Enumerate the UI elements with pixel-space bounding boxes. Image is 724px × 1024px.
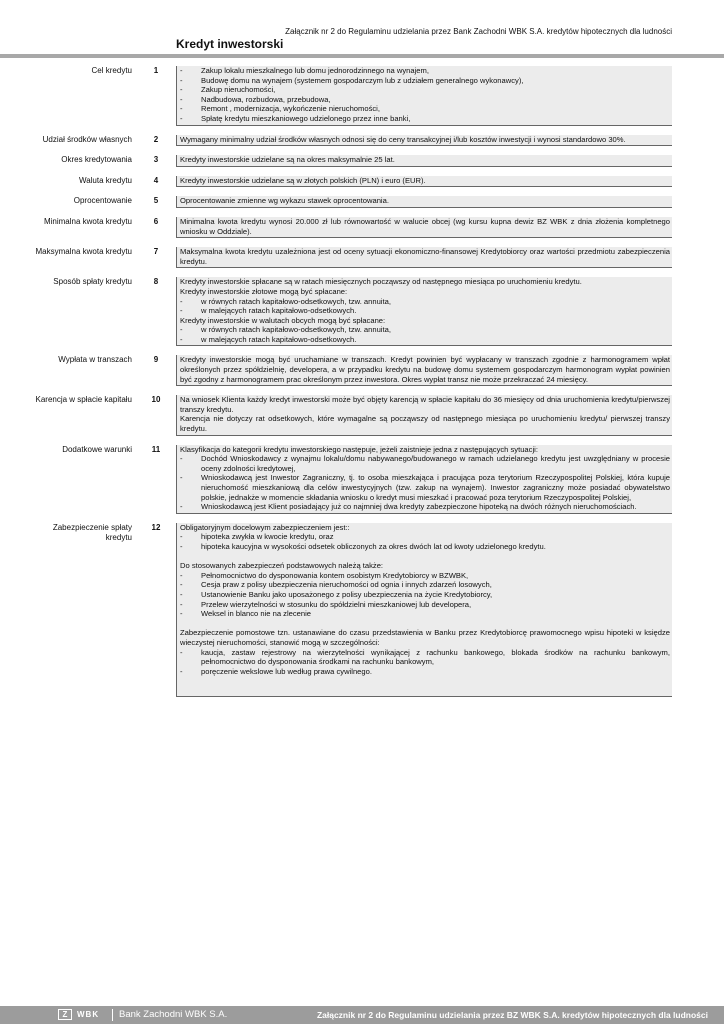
table-row <box>0 135 724 147</box>
paragraph: Wymagany minimalny udział środków własnych odnosi się do ceny transakcyjnej i/lub kosztów inwestycji i wynosi standardowo 30%. <box>180 134 626 144</box>
dash-bullet: - <box>180 85 183 95</box>
bullet-item <box>180 325 670 335</box>
bullet-text: w malejących ratach kapitałowo-odsetkowych. <box>201 306 357 316</box>
bullet-item <box>180 532 670 542</box>
row-content <box>176 247 672 268</box>
table-row <box>0 196 724 208</box>
table-row <box>0 523 724 698</box>
table-row <box>0 155 724 167</box>
paragraph: Karencja nie dotyczy rat odsetkowych, które wymagalne są począwszy od następnego miesiąca po uruchomieniu kredytu/ pierwszej transzy kredytu. <box>180 414 670 434</box>
bullet-item <box>180 66 670 76</box>
dash-bullet: - <box>180 306 183 316</box>
bullet-text: Ustanowienie Banku jako uposażonego z polisy ubezpieczenia na życie Kredytobiorcy, <box>201 589 493 599</box>
bullet-item <box>180 590 670 600</box>
row-number: 3 <box>153 155 159 165</box>
row-label: Sposób spłaty kredytu <box>53 277 132 287</box>
paragraph: Kredyty inwestorskie w walutach obcych mogą być spłacane: <box>180 315 386 325</box>
row-content <box>176 176 672 188</box>
bullet-text: Pełnomocnictwo do dysponowania kontem osobistym Kredytobiorcy w BZWBK, <box>201 570 469 580</box>
bullet-text: Przelew wierzytelności w stosunku do spółdzielni mieszkaniowej lub developera, <box>201 599 472 609</box>
bullet-text: poręczenie wekslowe lub według prawa cywilnego. <box>201 666 372 676</box>
bullet-text: Nadbudowa, rozbudowa, przebudowa, <box>201 94 331 104</box>
row-content <box>176 445 672 514</box>
bullet-text: Wnioskodawcą jest Inwestor Zagraniczny, tj. to osoba mieszkająca i pracująca poza terytorium Rzeczypospolitej Polskiej, która kupuje nieruchomość mieszkaniową dla celów inwestycyjnych (tzw. zakup na wynajem). Inwestor zagraniczny może posiadać obywatelstwo polskie, jednakże w momencie składania wniosku o kredyt musi mieszkać i pracować poza terytorium Rzeczypospolitej Polskiej, <box>201 473 670 502</box>
table-row <box>0 395 724 435</box>
bullet-item <box>180 609 670 619</box>
header-divider <box>0 54 724 58</box>
bullet-item <box>180 600 670 610</box>
dash-bullet: - <box>180 532 183 542</box>
terms-table <box>0 66 724 706</box>
bullet-text: kaucja, zastaw rejestrowy na wierzytelności wynikającej z rachunku bankowego, blokada środków na rachunku bankowym, pełnomocnictwo do dysponowania środkami na rachunku bankowym, <box>201 647 670 667</box>
row-label: Cel kredytu <box>91 66 132 75</box>
row-label: Dodatkowe warunki <box>62 444 132 454</box>
footer-divider <box>112 1009 113 1021</box>
bullet-item <box>180 473 670 502</box>
bullet-item <box>180 580 670 590</box>
row-number: 5 <box>153 196 159 206</box>
dash-bullet: - <box>180 334 183 344</box>
table-row <box>0 66 724 126</box>
row-label: Waluta kredytu <box>78 175 132 185</box>
bullet-text: w malejących ratach kapitałowo-odsetkowych. <box>201 334 357 344</box>
bullet-text: Weksel in blanco nie na zlecenie <box>201 609 312 619</box>
paragraph: Kredyty inwestorskie udzielane są na okres maksymalnie 25 lat. <box>180 155 395 165</box>
row-label: Minimalna kwota kredytu <box>43 216 132 226</box>
table-row <box>0 277 724 346</box>
row-content <box>176 135 672 147</box>
bank-logo-text: WBK <box>77 1010 100 1019</box>
footer-bank-name: Bank Zachodni WBK S.A. <box>119 1009 228 1020</box>
paragraph: Kredyty inwestorskie udzielane są w złotych polskich (PLN) i euro (EUR). <box>180 175 426 185</box>
dash-bullet: - <box>180 589 183 599</box>
bullet-item <box>180 667 670 677</box>
dash-bullet: - <box>180 66 183 75</box>
footer <box>0 1006 724 1024</box>
bullet-item <box>180 76 670 86</box>
row-content <box>176 155 672 167</box>
paragraph: Zabezpieczenie pomostowe tzn. ustanawiane do czasu przedstawienia w Banku przez Kredytobiorcę prawomocnego wpisu hipoteki w księdze wieczystej nieruchomości, stanowić mogą w szczególności: <box>180 628 670 647</box>
row-label: Karencja w spłacie kapitału <box>35 395 132 405</box>
bullet-item <box>180 454 670 473</box>
bullet-text: w równych ratach kapitałowo-odsetkowych, tzw. annuita, <box>201 296 391 306</box>
dash-bullet: - <box>180 502 183 512</box>
table-row <box>0 247 724 268</box>
row-number: 4 <box>153 175 159 185</box>
header-note: Załącznik nr 2 do Regulaminu udzielania przez Bank Zachodni WBK S.A. kredytów hipotecznych dla ludności <box>285 27 672 36</box>
row-label: Zabezpieczenie spłaty kredytu <box>52 522 132 542</box>
row-content <box>176 355 672 386</box>
row-content <box>176 66 672 126</box>
bullet-item <box>180 542 670 552</box>
paragraph: Klasyfikacja do kategorii kredytu inwestorskiego następuje, jeżeli zaistnieje jedna z następujących sytuacji: <box>180 444 538 454</box>
bullet-item <box>180 297 670 307</box>
dash-bullet: - <box>180 75 183 85</box>
footer-note: Załącznik nr 2 do Regulaminu udzielania przez BZ WBK S.A. kredytów hipotecznych dla ludności <box>316 1010 708 1020</box>
dash-bullet: - <box>180 609 183 619</box>
row-number: 1 <box>153 66 159 75</box>
row-label: Udział środków własnych <box>42 134 132 144</box>
page-title: Kredyt inwestorski <box>176 37 284 51</box>
table-row <box>0 217 724 238</box>
paragraph: Minimalna kwota kredytu wynosi 20.000 zł lub równowartość w walucie obcej (wg kursu kupna dewiz BZ WBK z dnia złożenia kompletnego wniosku w Oddziale). <box>180 216 670 236</box>
table-row <box>0 355 724 386</box>
row-content <box>176 277 672 346</box>
dash-bullet: - <box>180 325 183 335</box>
paragraph: Kredyty inwestorskie złotowe mogą być spłacane: <box>180 286 348 296</box>
dash-bullet: - <box>180 473 183 483</box>
bullet-text: hipoteka zwykła w kwocie kredytu, oraz <box>201 532 334 542</box>
row-label: Maksymalna kwota kredytu <box>35 247 132 257</box>
bullet-item <box>180 95 670 105</box>
bank-logo-icon: Z <box>58 1009 72 1020</box>
bullet-text: Budowę domu na wynajem (systemem gospodarczym lub z udziałem generalnego wykonawcy), <box>201 75 524 85</box>
row-number: 6 <box>153 216 159 226</box>
paragraph: Kredyty inwestorskie spłacane są w ratach miesięcznych począwszy od następnego miesiąca po uruchomieniu kredytu. <box>180 277 582 287</box>
dash-bullet: - <box>180 666 183 676</box>
bullet-item <box>180 104 670 114</box>
row-number: 11 <box>151 444 161 454</box>
bullet-text: w równych ratach kapitałowo-odsetkowych, tzw. annuita, <box>201 325 391 335</box>
dash-bullet: - <box>180 113 183 123</box>
bullet-text: Wnioskodawcą jest Klient posiadający już co najmniej dwa kredyty zabezpieczone hipoteką na dwóch różnych nieruchomościach. <box>201 502 637 512</box>
paragraph: Na wniosek Klienta każdy kredyt inwestorski może być objęty karencją w spłacie kapitału do 36 miesięcy od dnia uruchomienia kredytu/pierwszej transzy kredytu. <box>180 395 670 414</box>
dash-bullet: - <box>180 580 183 590</box>
row-number: 7 <box>153 247 159 257</box>
paragraph: Obligatoryjnym docelowym zabezpieczeniem jest:: <box>180 522 350 532</box>
paragraph: Maksymalna kwota kredytu uzależniona jest od oceny sytuacji ekonomiczno-finansowej Kredytobiorcy oraz wartości przedmiotu zabezpieczenia kredytu. <box>180 247 670 266</box>
row-number: 9 <box>153 355 159 365</box>
row-content <box>176 217 672 238</box>
paragraph: Oprocentowanie zmienne wg wykazu stawek oprocentowania. <box>180 196 389 206</box>
bullet-item <box>180 114 670 124</box>
bullet-item <box>180 335 670 345</box>
dash-bullet: - <box>180 104 183 114</box>
row-number: 12 <box>151 522 161 532</box>
dash-bullet: - <box>180 94 183 104</box>
bullet-text: Dochód Wnioskodawcy z wynajmu lokalu/domu nabywanego/budowanego w ramach udzielanego kredytu jest uwzględniany w procesie oceny zdolności kredytowej, <box>201 454 670 473</box>
bullet-text: Spłatę kredytu mieszkaniowego udzielonego przez inne banki, <box>201 113 411 123</box>
bullet-text: Zakup nieruchomości, <box>201 85 276 95</box>
table-row <box>0 445 724 514</box>
bullet-text: Cesja praw z polisy ubezpieczenia nieruchomości od ognia i innych zdarzeń losowych, <box>201 580 492 590</box>
dash-bullet: - <box>180 454 183 464</box>
paragraph: Do stosowanych zabezpieczeń podstawowych należą także: <box>180 561 384 571</box>
dash-bullet: - <box>180 296 183 306</box>
dash-bullet: - <box>180 541 183 551</box>
row-content <box>176 523 672 698</box>
row-label: Okres kredytowania <box>61 155 132 165</box>
row-number: 10 <box>151 395 161 405</box>
dash-bullet: - <box>180 647 183 657</box>
row-number: 8 <box>153 277 159 287</box>
bullet-item <box>180 648 670 667</box>
row-number: 2 <box>153 134 159 144</box>
table-row <box>0 176 724 188</box>
bullet-text: Remont , modernizacja, wykończenie nieruchomości, <box>201 104 380 114</box>
bullet-text: hipoteka kaucyjna w wysokości odsetek obliczonych za okres dwóch lat od kwoty udzielonego kredytu. <box>201 541 546 551</box>
bullet-item <box>180 306 670 316</box>
row-label: Wypłata w transzach <box>58 355 132 365</box>
dash-bullet: - <box>180 599 183 609</box>
dash-bullet: - <box>180 570 183 580</box>
row-content <box>176 395 672 435</box>
bullet-item <box>180 571 670 581</box>
bullet-item <box>180 502 670 512</box>
row-label: Oprocentowanie <box>73 196 132 206</box>
bullet-item <box>180 85 670 95</box>
row-content <box>176 196 672 208</box>
paragraph: Kredyty inwestorskie mogą być uruchamiane w transzach. Kredyt powinien być wypłacany w transzach zgodnie z harmonogramem wpłat określonych przez spółdzielnię, developera, a w przypadku kredytu na budowę domu systemem gospodarczym harmonogram wypłat powinien być zgodny z harmonogramem prac określonym przez inwestora. Okres wypłat transz nie może przekraczać 24 miesięcy. <box>180 355 670 384</box>
bullet-text: Zakup lokalu mieszkalnego lub domu jednorodzinnego na wynajem, <box>201 66 429 75</box>
